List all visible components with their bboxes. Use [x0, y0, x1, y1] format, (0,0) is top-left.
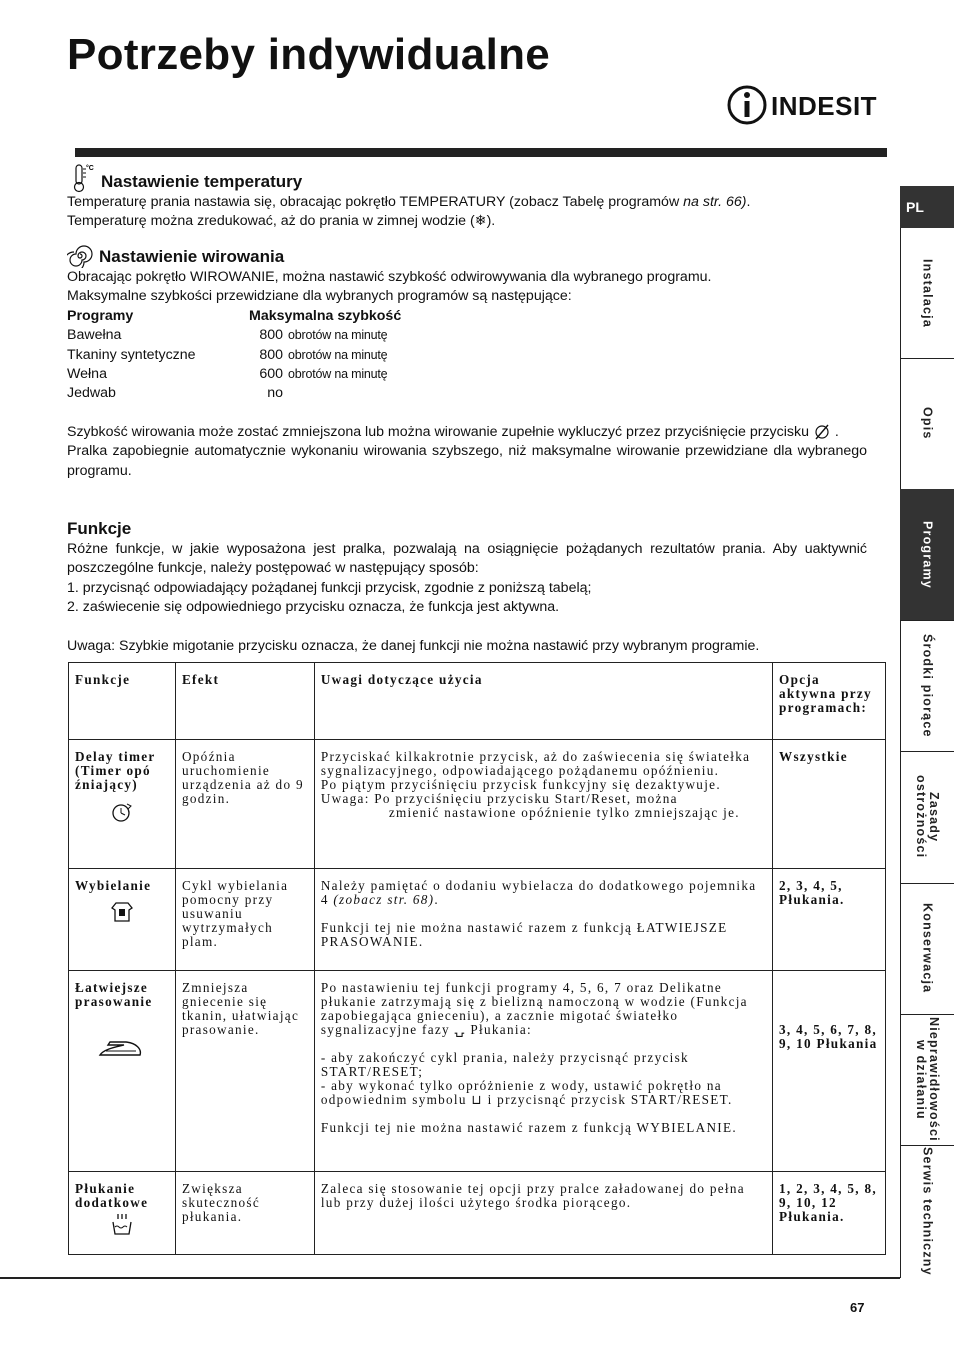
sidebar-item-srodki-piorace[interactable]: Środki piorące	[900, 620, 954, 752]
function-programs-cell: 3, 4, 5, 6, 7, 8, 9, 10 Płukania	[773, 971, 886, 1172]
table-header-row	[69, 663, 886, 740]
footer-rule	[0, 1277, 900, 1279]
indesit-logo	[727, 84, 892, 126]
spin-text-2: Maksymalne szybkości przewidziane dla wybranych programów są następujące:	[67, 288, 572, 305]
table-header-cell: Opcja aktywna przy programach:	[773, 663, 886, 740]
header-rule	[75, 148, 887, 157]
iron-icon	[96, 1037, 148, 1059]
functions-section	[67, 518, 867, 656]
sidebar-item-opis[interactable]: Opis	[900, 358, 954, 490]
thermometer-icon	[67, 163, 95, 193]
table-row	[69, 740, 886, 869]
function-notes-cell: Po nastawieniu tej funkcji programy 4, 5, 6, 7 oraz Delikatne płukanie zatrzymają się z bielizną namoczoną w wodzie (Funkcja zapobiegająca gnieceniu), a zacznie migotać światełko sygnalizacyjne fazy ⍽ Płukania: - aby zakończyć cykl prania, należy przycisnąć przycisk START/RESET; - aby wykonać tylko opróżnienie z wody, ustawić pokrętło na odpowiednim symbolu ⊔ i przycisnąć przycisk START/RESET. Funkcji tej nie można nastawić razem z funkcją WYBIELANIE.	[314, 971, 772, 1172]
cold-wash-icon: ❄	[474, 213, 487, 230]
table-header-cell: Funkcje	[69, 663, 176, 740]
table-header-cell: Uwagi dotyczące użycia	[314, 663, 772, 740]
function-effect-cell: Zwiększa skuteczność płukania.	[175, 1172, 314, 1255]
sidebar-item-zasady-ostroznosci[interactable]: Zasady ostrożności	[900, 751, 954, 884]
spin-icon	[67, 244, 93, 268]
function-name-cell: Płukanie dodatkowe	[69, 1172, 176, 1255]
function-notes-cell: Należy pamiętać o dodaniu wybielacza do dodatkowego pojemnika 4 (zobacz str. 68). Funkcji tej nie można nastawić razem z funkcją ŁATWIEJSZE PRASOWANIE.	[314, 869, 772, 971]
sidebar-item-konserwacja[interactable]: Konserwacja	[900, 883, 954, 1015]
functions-heading: Funkcje	[67, 519, 132, 538]
page-number: 67	[850, 1300, 865, 1315]
drain-symbol-icon: ⊔	[471, 1092, 483, 1107]
spin-heading: Nastawienie wirowania	[99, 247, 285, 266]
spin-row: Wełna 600 obrotów na minutę	[67, 366, 388, 383]
spin-section	[67, 244, 867, 481]
function-effect-cell: Cykl wybielania pomocny przy usuwaniu wytrzymałych plam.	[175, 869, 314, 971]
bleach-icon	[110, 901, 134, 923]
sidebar-item-programy[interactable]: Programy	[900, 489, 954, 621]
table-header-cell: Efekt	[175, 663, 314, 740]
no-spin-icon	[813, 424, 831, 440]
spin-text-4: Pralka zapobiegnie automatycznie wykonaniu wirowania szybszego, niż maksymalne wirowanie przewidziane dla wybranego programu.	[67, 443, 867, 479]
extra-rinse-icon	[110, 1212, 134, 1236]
spin-table-header: Programy Maksymalna szybkość	[67, 307, 402, 324]
functions-table	[68, 662, 886, 1255]
temperature-heading: Nastawienie temperatury	[101, 172, 303, 191]
sidebar-item-nieprawidlowosci[interactable]: Nieprawidłowości w działaniu	[900, 1014, 954, 1146]
function-effect-cell: Opóźnia uruchomienie urządzenia aż do 9 godzin.	[175, 740, 314, 869]
function-notes-cell: Przyciskać kilkakrotnie przycisk, aż do zaświecenia się światełka sygnalizacyjnego, odpowiadającego pożądanemu opóźnieniu. Po piątym przyciśnięciu przycisk funkcyjny się dezaktywuje. Uwaga: Po przyciśnięciu przycisku Start/Reset, można zmienić nastawione opóźnienie tylko zmniejszając je.	[314, 740, 772, 869]
language-tab[interactable]: PL	[900, 186, 954, 228]
page-title: Potrzeby indywidualne	[67, 30, 551, 79]
functions-note: Uwaga: Szybkie migotanie przycisku oznacza, że danej funkcji nie można nastawić przy wybranym programie.	[67, 637, 760, 654]
table-row	[69, 869, 886, 971]
sidebar-item-instalacja[interactable]: Instalacja	[900, 228, 954, 359]
spin-row: Tkaniny syntetyczne 800 obrotów na minutę	[67, 346, 388, 363]
temperature-text-1: Temperaturę prania nastawia się, obracając pokrętło TEMPERATURY (zobacz Tabelę programów na str. 66).	[67, 194, 751, 210]
table-row	[69, 1172, 886, 1255]
temperature-section	[67, 163, 867, 232]
delay-timer-icon	[110, 800, 134, 824]
function-name-cell: Wybielanie	[69, 869, 176, 971]
spin-row: Bawełna 800 obrotów na minutę	[67, 327, 388, 344]
rinse-phase-icon: ⍽	[454, 1022, 466, 1037]
spin-text-1: Obracając pokrętło WIROWANIE, można nastawić szybkość odwirowywania dla wybranego programu.	[67, 269, 712, 285]
function-name-cell: Łatwiejsze prasowanie	[69, 971, 176, 1172]
sidebar-item-serwis-techniczny[interactable]: Serwis techniczny	[920, 1146, 935, 1276]
function-notes-cell: Zaleca się stosowanie tej opcji przy pralce załadowanej do pełna lub przy dużej ilości użytego środka piorącego.	[314, 1172, 772, 1255]
functions-step-1: 1. przycisnąć odpowiadający pożądanej funkcji przycisk, zgodnie z poniższą tabelą;	[67, 579, 592, 596]
table-row	[69, 971, 886, 1172]
spin-text-3: Szybkość wirowania może zostać zmniejszona lub można wirowanie zupełnie wykluczyć przez przyciśnięcie przycisku .	[67, 423, 839, 440]
temperature-text-2: Temperaturę można zredukować, aż do prania w zimnej wodzie (❄).	[67, 213, 496, 230]
function-effect-cell: Zmniejsza gniecenie się tkanin, ułatwiając prasowanie.	[175, 971, 314, 1172]
svg-text:°C: °C	[86, 165, 94, 172]
brand-name: INDESIT	[771, 91, 878, 121]
function-programs-cell: 2, 3, 4, 5, Płukania.	[773, 869, 886, 971]
functions-step-2: 2. zaświecenie się odpowiedniego przycisku oznacza, że funkcja jest aktywna.	[67, 599, 560, 616]
spin-row: Jedwab no	[67, 385, 283, 402]
function-name-cell: Delay timer (Timer opó źniający)	[69, 740, 176, 869]
function-programs-cell: Wszystkie	[773, 740, 886, 869]
functions-text-1: Różne funkcje, w jakie wyposażona jest pralka, pozwalają na osiągnięcie pożądanych rezultatów prania. Aby uaktywnić poszczególne funkcje, należy postępować w następujący sposób:	[67, 541, 867, 577]
function-programs-cell: 1, 2, 3, 4, 5, 8, 9, 10, 12 Płukania.	[773, 1172, 886, 1255]
